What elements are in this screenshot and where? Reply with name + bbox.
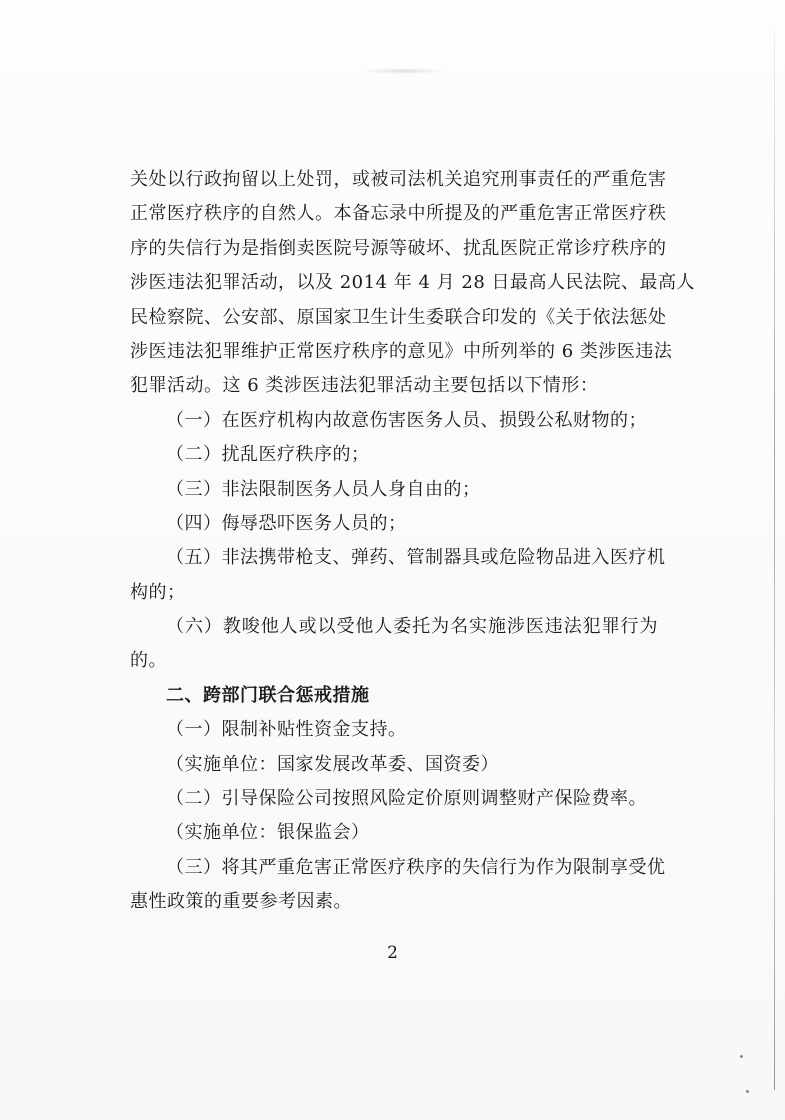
body-line-5: 民检察院、公安部、原国家卫生计生委联合印发的《关于依法惩处 — [130, 306, 667, 328]
measure-3-cont: 惠性政策的重要参考因素。 — [130, 891, 352, 913]
measure-1: （一）限制补贴性资金支持。 — [166, 719, 407, 741]
body-line-6: 涉医违法犯罪维护正常医疗秩序的意见》中所列举的 6 类涉医违法 — [130, 340, 673, 362]
list-item-3: （三）非法限制医务人员人身自由的； — [166, 478, 481, 500]
scan-smudge — [360, 68, 446, 74]
list-item-6-cont: 的。 — [130, 650, 167, 672]
scan-edge-shadow — [774, 30, 775, 1090]
scan-speck — [740, 1055, 743, 1058]
measure-1-unit: （实施单位：国家发展改革委、国资委） — [166, 753, 499, 775]
body-line-3: 序的失信行为是指倒卖医院号源等破坏、扰乱医院正常诊疗秩序的 — [130, 237, 667, 259]
measure-2-unit: （实施单位：银保监会） — [166, 822, 370, 844]
body-line-2: 正常医疗秩序的自然人。本备忘录中所提及的严重危害正常医疗秩 — [130, 203, 667, 225]
body-line-7: 犯罪活动。这 6 类涉医违法犯罪活动主要包括以下情形： — [130, 375, 599, 397]
list-item-2: （二）扰乱医疗秩序的； — [166, 444, 370, 466]
list-item-1: （一）在医疗机构内故意伤害医务人员、损毁公私财物的； — [166, 409, 647, 431]
body-line-4: 涉医违法犯罪活动，以及 2014 年 4 月 28 日最高人民法院、最高人 — [130, 272, 695, 294]
list-item-5: （五）非法携带枪支、弹药、管制器具或危险物品进入医疗机 — [166, 547, 666, 569]
measure-2: （二）引导保险公司按照风险定价原则调整财产保险费率。 — [166, 788, 647, 810]
section-heading: 二、跨部门联合惩戒措施 — [166, 684, 370, 706]
list-item-5-cont: 构的； — [130, 581, 186, 603]
list-item-4: （四）侮辱恐吓医务人员的； — [166, 512, 407, 534]
measure-3: （三）将其严重危害正常医疗秩序的失信行为作为限制享受优 — [166, 856, 666, 878]
scan-speck — [746, 1090, 749, 1093]
body-line-1: 关处以行政拘留以上处罚，或被司法机关追究刑事责任的严重危害 — [130, 169, 667, 190]
page-number: 2 — [387, 943, 398, 963]
document-body — [130, 163, 695, 920]
list-item-6: （六）教唆他人或以受他人委托为名实施涉医违法犯罪行为 — [166, 616, 658, 638]
